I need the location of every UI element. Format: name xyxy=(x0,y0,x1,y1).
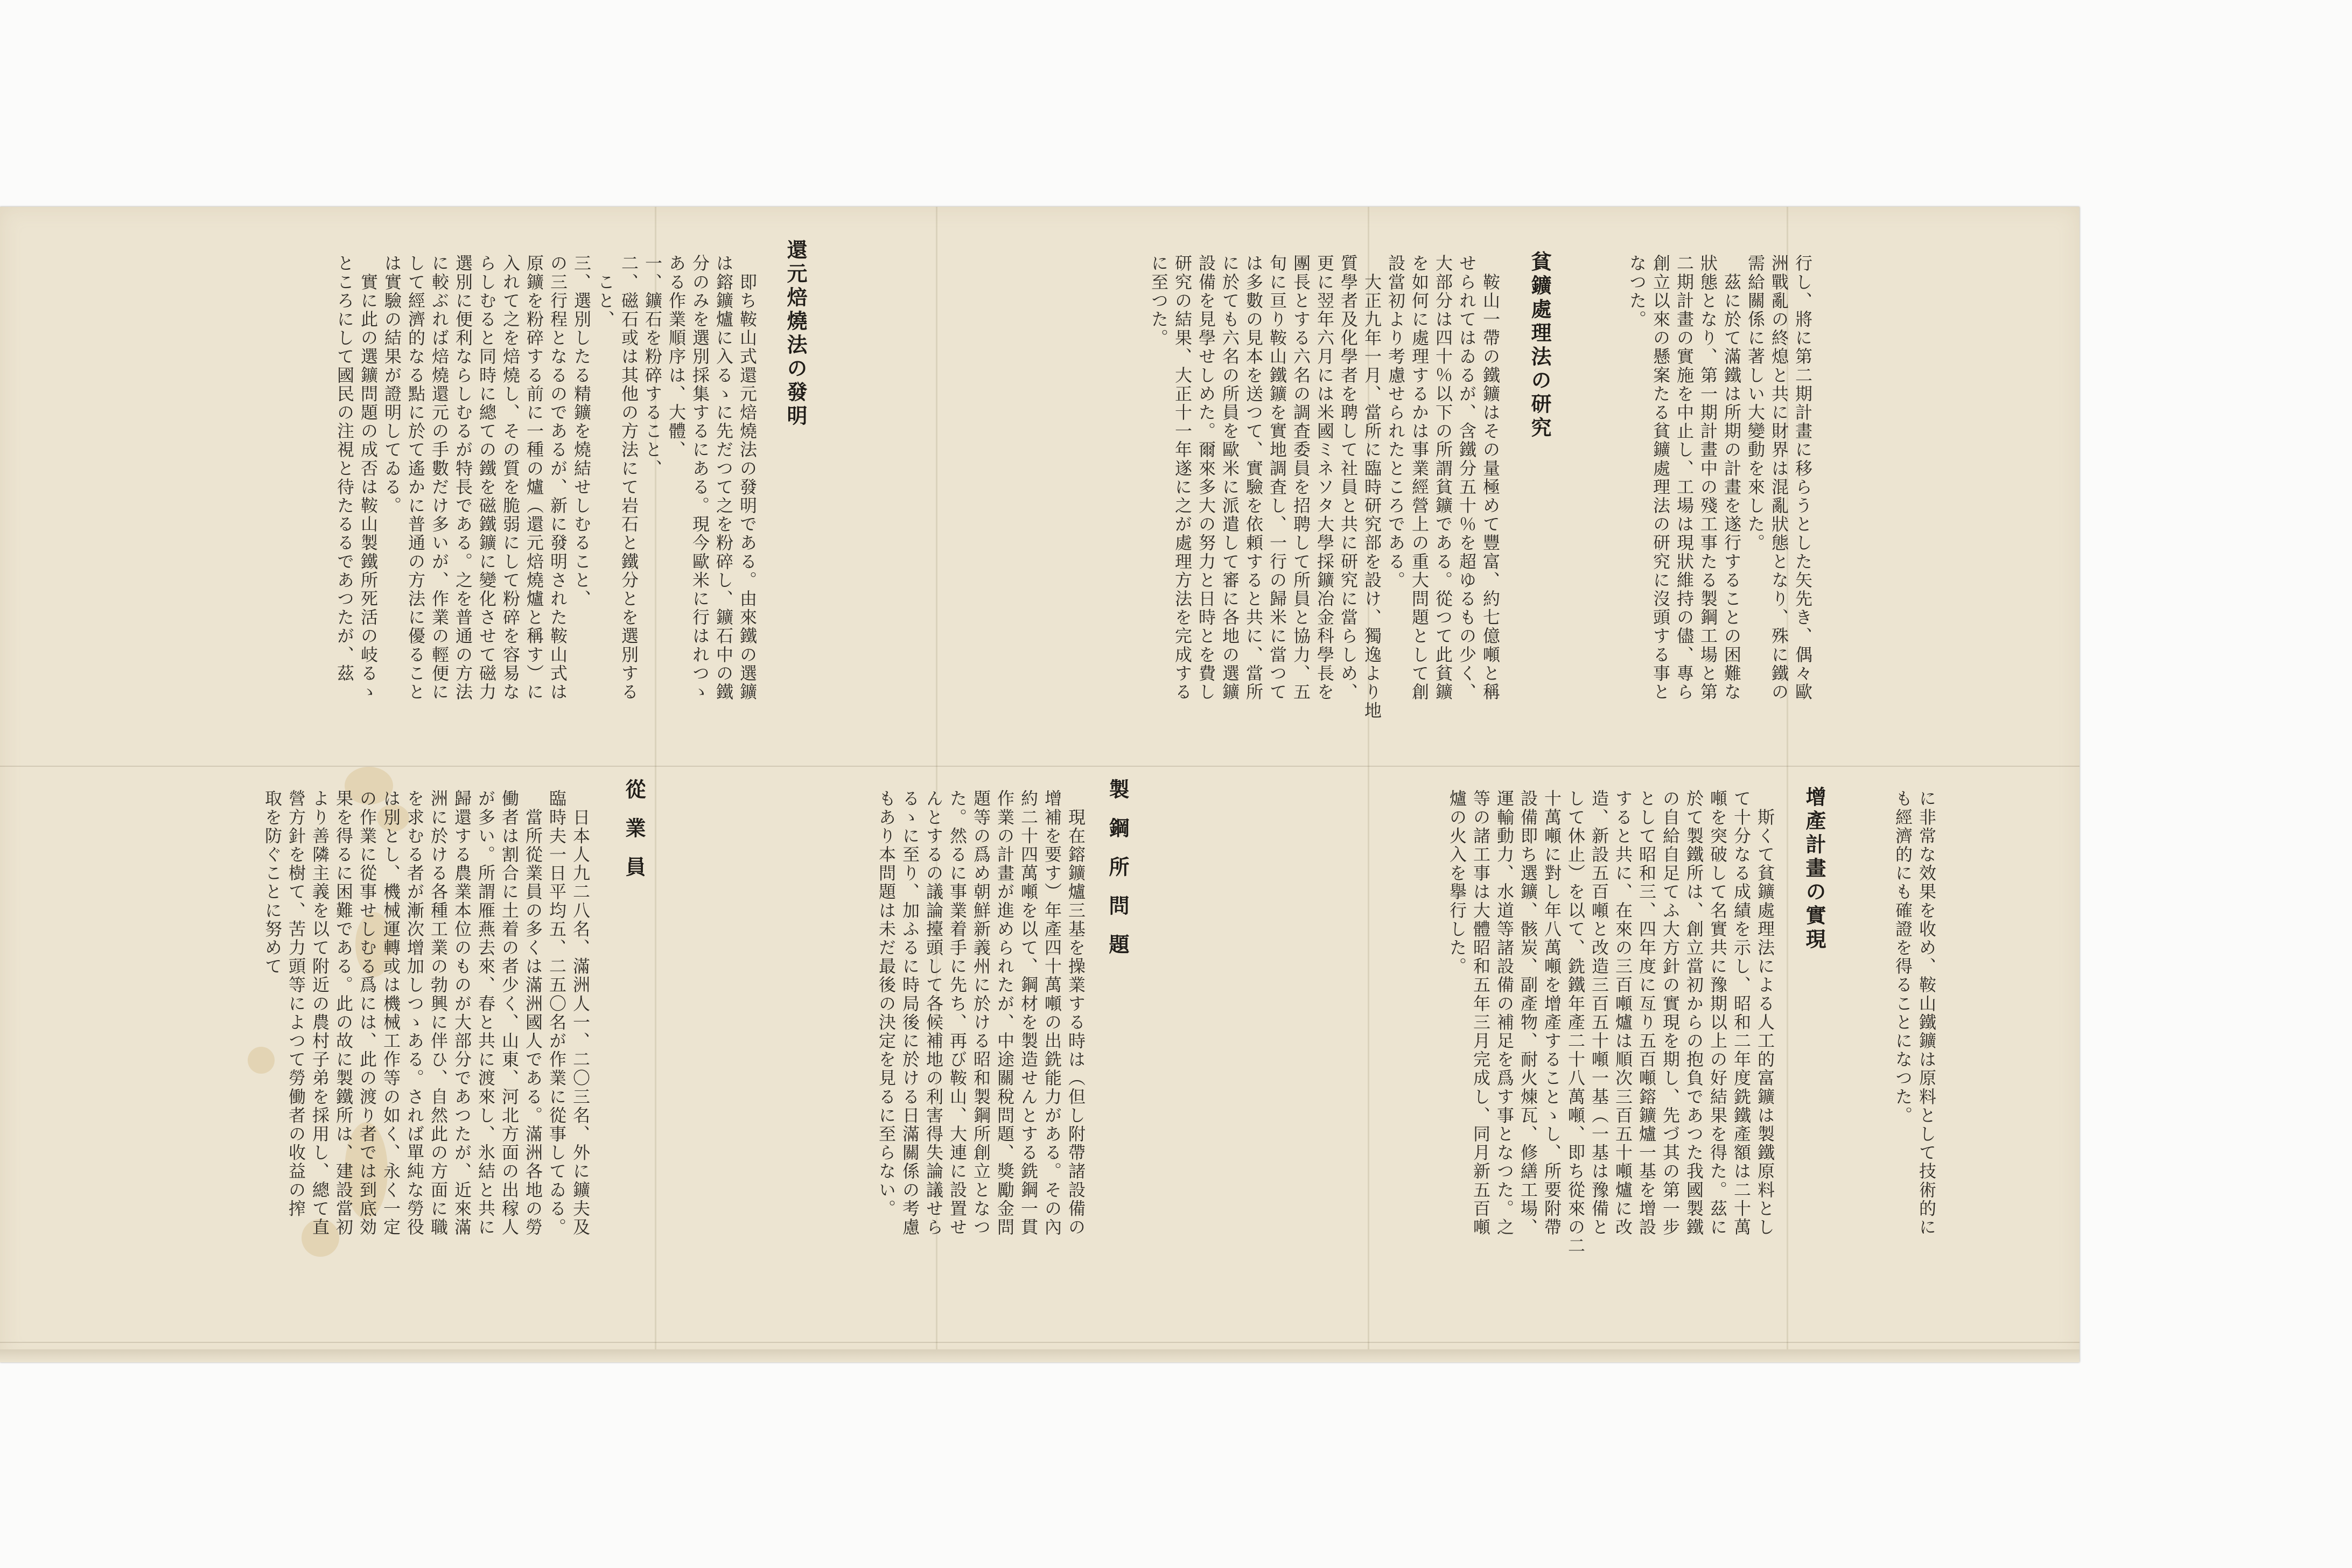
text-line: 爐の火入を擧行した。 xyxy=(1447,789,1467,976)
text-line: 歸還する農業本位のものが大部分であつたが、近來滿 xyxy=(452,789,472,1237)
section-heading: 增產計畫の實現 xyxy=(1802,786,1826,952)
text-line: 設備即ち選鑛、骸炭、副產物、耐火煉瓦、修繕工場、 xyxy=(1518,789,1538,1237)
text-line: 二期計畫の實施を中止し、工場は現狀維持の儘、專ら xyxy=(1674,254,1695,702)
text-line: 題等の爲め朝鮮新義州に於ける昭和製鋼所創立となつ xyxy=(971,789,991,1237)
text-line: るゝに至り、加ふるに時局後に於ける日滿關係の考慮 xyxy=(900,789,920,1237)
text-line: の自給自足てふ大方針の實現を期し、先づ其の第一步 xyxy=(1660,789,1681,1237)
document-page xyxy=(0,207,2080,1362)
text-line: 分のみを選別採集するにある。現今歐米に行はれつゝ xyxy=(690,254,710,702)
text-line: せられてはゐるが、含鐵分五十％を超ゆるもの少く、 xyxy=(1457,254,1477,702)
text-column-7 xyxy=(0,789,592,1263)
text-line: も經濟的にも確證を得ることになつた。 xyxy=(1893,789,1913,1125)
text-line: 團長とする六名の調査委員を招聘して所員と協力、五 xyxy=(1291,254,1311,702)
text-line: を如何に處理するかは事業經營上の重大問題として創 xyxy=(1409,254,1430,702)
text-line: 需給關係に著しい大變動を來した。 xyxy=(1745,254,1766,552)
text-line: に至つた。 xyxy=(1149,254,1169,347)
text-line: 茲に於て滿鐵は所期の計畫を遂行することの困難な xyxy=(1721,254,1742,702)
text-line: の三行程となるのであるが、新に發明された鞍山式は xyxy=(548,254,568,702)
text-line: に於ても六名の所員を歐米に派遣して審に各地の選鑛 xyxy=(1220,254,1240,702)
fold-line xyxy=(0,1342,2080,1343)
text-line: 等の諸工事は大體昭和五年三月完成し、同月新五百噸 xyxy=(1471,789,1491,1237)
text-line: 營方針を樹て、苦力頭等によつて勞働者の收益の搾 xyxy=(286,789,306,1218)
text-line: なつた。 xyxy=(1627,254,1647,329)
text-line: は實驗の結果が證明してゐる。 xyxy=(382,254,402,515)
fold-line xyxy=(0,766,2080,767)
text-column-3 xyxy=(0,254,759,750)
text-line: は多數の見本を送つて、實驗を依頼すると共に、當所 xyxy=(1243,254,1264,702)
text-line: 研究の結果、大正十一年遂に之が處理方法を完成する xyxy=(1172,254,1193,702)
text-line: 行し、將に第二期計畫に移らうとした矢先き、偶々歐 xyxy=(1793,254,1813,702)
text-line: 大正九年一月、當所に臨時研究部を設け、獨逸より地 xyxy=(1362,254,1382,720)
text-line: 運輸動力、水道等諸設備の補足を爲す事となつた。之 xyxy=(1494,789,1515,1237)
text-line: 設當初より考慮せられたところである。 xyxy=(1385,254,1406,590)
text-line: 現在鎔鑛爐三基を操業する時は（但し附帶諸設備の xyxy=(1066,789,1086,1237)
text-line: 約二十四萬噸を以て、鋼材を製造せんとする銑鋼一貫 xyxy=(1018,789,1039,1237)
text-line: 選別に便利ならしむるが特長である。之を普通の方法 xyxy=(453,254,473,702)
text-line: こと、 xyxy=(595,254,615,329)
section-heading: 貧鑛處理法の研究 xyxy=(1528,251,1551,440)
text-line: 噸を突破して名實共に豫期以上の好結果を得た。茲に xyxy=(1707,789,1728,1237)
text-line: を求むる者が漸次增加しつゝある。されば單純な勞役 xyxy=(404,789,425,1237)
text-line: 洲戰亂の終熄と共に財界は混亂狀態となり、殊に鐵の xyxy=(1769,254,1789,702)
text-line: 臨時夫一日平均五、二五〇名が作業に從事してゐる。 xyxy=(547,789,567,1237)
text-column-1 xyxy=(1621,254,1815,750)
text-line: は別とし、機械運轉或は機械工作等の如く、永く一定 xyxy=(381,789,401,1237)
text-line: 原鑛を粉碎する前に一種の爐（還元焙燒爐と稱す）に xyxy=(524,254,544,702)
text-line: 入れて之を焙燒し、その質を脆弱にして粉碎を容易な xyxy=(500,254,521,702)
text-line: 更に翌年六月には米國ミネソタ大學採鑛冶金科學長を xyxy=(1314,254,1335,702)
text-line: して休止）を以て、銑鐵年產二十八萬噸、即ち從來の二 xyxy=(1565,789,1586,1255)
text-line: 三、選別したる精鑛を燒結せしむること、 xyxy=(571,254,592,608)
text-line: て十分なる成績を示し、昭和二年度銑鐵產額は二十萬 xyxy=(1731,789,1752,1237)
text-column-6 xyxy=(657,789,1088,1263)
text-column-5 xyxy=(1168,789,1777,1263)
text-line: 增補を要す）年產四十萬噸の出銑能力がある。その內 xyxy=(1042,789,1062,1237)
text-line: 於て製鐵所は、創立當初からの抱負であつた我國製鐵 xyxy=(1684,789,1704,1237)
text-line: 鞍山一帶の鐵鑛はその量極めて豐富、約七億噸と稱 xyxy=(1480,254,1501,702)
text-line: に非常な效果を收め、鞍山鐵鑛は原料として技術的に xyxy=(1916,789,1937,1237)
text-line: 即ち鞍山式還元焙燒法の發明である。由來鐵の選鑛 xyxy=(737,254,758,702)
text-line: んとするの議論擡頭して各候補地の利害得失論議せら xyxy=(923,789,944,1237)
text-line: は鎔鑛爐に入るゝに先だつて之を粉碎し、鑛石中の鐵 xyxy=(713,254,734,702)
text-line: 質學者及化學者を聘して社員と共に研究に當らしめ、 xyxy=(1338,254,1359,702)
text-line: ある作業順序は、大體、 xyxy=(666,254,687,459)
text-line: 洲に於ける各種工業の勃興に伴ひ、自然此の方面に職 xyxy=(428,789,449,1237)
text-line: 十萬噸に對し年八萬噸を增產することゝし、所要附帶 xyxy=(1542,789,1562,1237)
section-heading: 製鋼所問題 xyxy=(1105,779,1129,972)
text-line: 設備を見學せしめた。爾來多大の努力と日時とを費し xyxy=(1196,254,1216,702)
section-heading: 還元焙燒法の發明 xyxy=(783,239,807,429)
text-line: 働者は割合に土着の者少く、山東、河北方面の出稼人 xyxy=(499,789,520,1237)
text-line: として昭和三、四年度に亙り五百噸鎔鑛爐一基を增設 xyxy=(1636,789,1657,1237)
text-line: 實に此の選鑛問題の成否は鞍山製鐵所死活の岐るゝ xyxy=(358,254,379,702)
text-column-2 xyxy=(1147,254,1502,750)
text-line: 創立以來の懸案たる貧鑛處理法の研究に沒頭する事と xyxy=(1650,254,1671,702)
text-line: 二、磁石或は其他の方法にて岩石と鐵分とを選別する xyxy=(619,254,639,702)
text-line: して經濟的なる點に於て遙かに普通の方法に優ること xyxy=(405,254,426,702)
text-line: らしむると同時に總ての鐵を磁鐵鑛に變化させて磁力 xyxy=(477,254,497,702)
text-line: 斯くて貧鑛處理法による人工的富鑛は製鐵原料とし xyxy=(1755,789,1775,1237)
text-line: 一、鑛石を粉碎すること、 xyxy=(642,254,663,478)
text-line: 果を得るに困難である。此の故に製鐵所は、建設當初 xyxy=(333,789,354,1237)
text-line: た。然るに事業着手に先ち、再び鞍山、大連に設置せ xyxy=(947,789,968,1237)
text-line: 旬に亘り鞍山鐵鑛を實地調査し、一行の歸米に當つて xyxy=(1267,254,1287,702)
text-column-4 xyxy=(1890,789,1938,1263)
text-line: 造、新設五百噸と改造三百五十噸一基（一基は豫備と xyxy=(1589,789,1609,1237)
paper-edge xyxy=(0,1349,2080,1362)
text-line: 日本人九二八名、滿洲人一、二〇三名、外に鑛夫及 xyxy=(570,789,591,1237)
text-line: 取を防ぐことに努めて xyxy=(262,789,283,976)
text-line: 當所從業員の多くは滿洲國人である。滿洲各地の勞 xyxy=(523,789,543,1237)
section-heading: 從業員 xyxy=(622,779,646,895)
text-line: に較ぶれば焙燒還元の手數だけ多いが、作業の輕便に xyxy=(429,254,450,702)
text-line: もあり本問題は未だ最後の決定を見るに至らない。 xyxy=(876,789,897,1218)
text-line: 狀態となり、第一期計畫中の殘工事たる製鋼工場と第 xyxy=(1698,254,1718,702)
text-line: すると共に、在來の三百噸爐は順次三百五十噸爐に改 xyxy=(1613,789,1633,1237)
text-line: の作業に從事せしむる爲には、此の渡り者では到底効 xyxy=(357,789,377,1237)
text-line: より善隣主義を以て附近の農村子弟を採用し、總て直 xyxy=(310,789,330,1237)
text-line: 作業の計畫が進められたが、中途關稅問題、獎勵金問 xyxy=(995,789,1015,1237)
text-line: 大部分は四十％以下の所謂貧鑛である。從つて此貧鑛 xyxy=(1433,254,1453,702)
text-line: が多い。所謂雁燕去來、春と共に渡來し、氷結と共に xyxy=(475,789,496,1237)
text-line: ところにして國民の注視と待たるるであつたが、茲 xyxy=(334,254,355,683)
